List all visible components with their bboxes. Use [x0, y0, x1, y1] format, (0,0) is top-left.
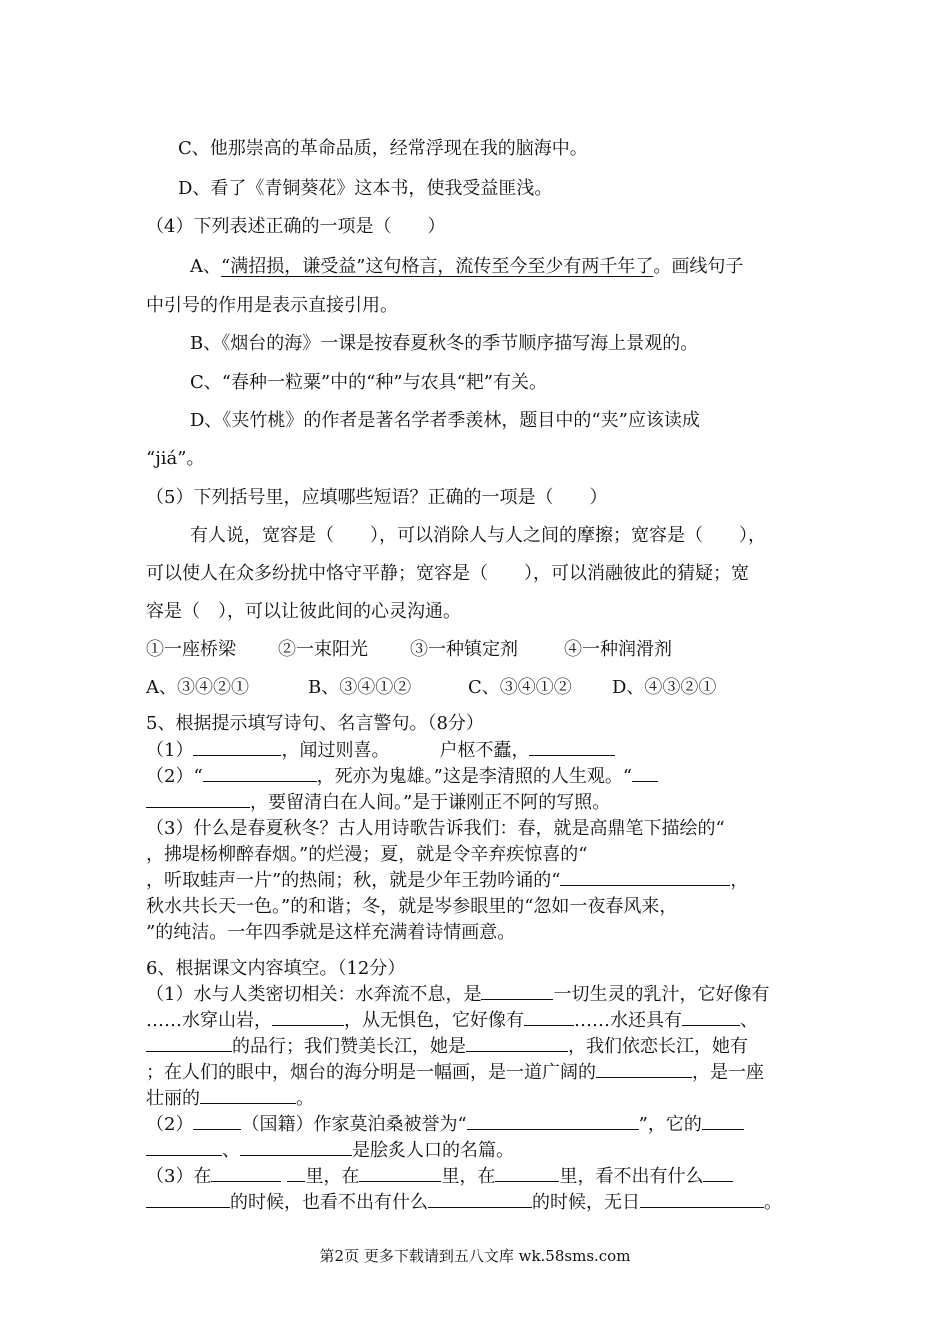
blank	[466, 1037, 568, 1052]
s5-line-6	[146, 870, 812, 892]
s6-line-4	[146, 1062, 812, 1084]
section-6-heading: 6、根据课文内容填空。（12分）	[146, 958, 406, 979]
s5-line-5: ，拂堤杨柳醉春烟。”的烂漫；夏，就是令辛弃疾惊喜的“	[146, 844, 588, 865]
s6-l2-text-3: ……水还具有	[574, 1010, 682, 1031]
q5-stem: （5）下列括号里，应填哪些短语？正确的一项是（ ）	[146, 487, 608, 508]
blank	[467, 1115, 639, 1130]
s6-l4-text: ；在人们的眼中，烟台的海分明是一幅画，是一道广阔的	[146, 1062, 596, 1083]
s5-l1-label: （1）	[146, 740, 194, 761]
q5-item-4: ④一种润滑剂	[564, 639, 672, 660]
s6-l7-text: 、	[222, 1140, 240, 1161]
s6-l6-label: （2）	[146, 1114, 194, 1135]
blank	[146, 1037, 232, 1052]
s6-line-8	[146, 1166, 812, 1188]
blank	[146, 1141, 222, 1156]
s5-l1-text: ，闻过则喜。	[281, 740, 390, 761]
blank	[272, 1011, 344, 1026]
s5-l6-end: ，	[730, 870, 749, 891]
blank	[193, 741, 281, 756]
s6-l7-text-2: 是脍炙人口的名篇。	[352, 1140, 514, 1161]
q5-answer-d: D、④③②①	[612, 677, 717, 698]
s5-line-4: （3）什么是春夏秋冬？古人用诗歌告诉我们：春，就是高鼎笔下描绘的“	[146, 818, 725, 839]
q5-answer-a: A、③④②①	[146, 677, 249, 698]
q4-option-a-prefix: A、	[190, 256, 221, 277]
blank	[632, 767, 658, 782]
s6-line-3	[146, 1036, 812, 1058]
s6-line-6	[146, 1114, 812, 1136]
s6-line-7	[146, 1140, 812, 1162]
q4-option-d: D、《夹竹桃》的作者是著名学者季羡林，题目中的“夹”应该读成	[190, 410, 700, 431]
s6-l2-text: ……水穿山岩，	[146, 1010, 272, 1031]
s6-l8-label: （3）在	[146, 1166, 212, 1187]
q3-option-c: C、他那崇高的革命品质，经常浮现在我的脑海中。	[178, 138, 588, 159]
s5-l2-label: （2）“	[146, 766, 203, 787]
section-5-heading: 5、根据提示填写诗句、名言警句。（8分）	[146, 713, 484, 734]
blank	[596, 1063, 692, 1078]
q5-paragraph-line-3: 容是（ ），可以让彼此间的心灵沟通。	[146, 601, 461, 622]
q5-item-1: ①一座桥梁	[146, 639, 236, 660]
blank	[495, 1167, 559, 1182]
s6-l1-text-2: 一切生灵的乳汁，它好像有	[553, 984, 770, 1005]
blank	[428, 1193, 532, 1208]
s6-l6-text: （国籍）作家莫泊桑被誉为“	[241, 1114, 467, 1135]
q4-option-c: C、“春种一粒粟”中的“种”与农具“耙”有关。	[190, 372, 547, 393]
s6-l2-text-4: 、	[740, 1010, 758, 1031]
s6-l9-text-3: 。	[764, 1192, 782, 1213]
s5-line-8: ”的纯洁。一年四季就是这样充满着诗情画意。	[146, 922, 516, 943]
q4-option-a	[190, 256, 812, 278]
blank	[481, 985, 553, 1000]
s6-l9-text-2: 的时候，无日	[532, 1192, 640, 1213]
q5-paragraph-line-2: 可以使人在众多纷扰中恪守平静；宽容是（ ），可以消融彼此的猜疑；宽	[146, 563, 749, 584]
blank	[193, 1115, 241, 1130]
q4-option-a-underlined: “满招损，谦受益”这句格言，流传至今至少有两千年了	[221, 256, 654, 277]
s6-l2-text-2: ，从无惧色，它好像有	[344, 1010, 524, 1031]
blank	[203, 767, 317, 782]
s6-l3-text: 的品行；我们赞美长江，她是	[232, 1036, 466, 1057]
s6-line-9	[146, 1192, 812, 1214]
s5-l6-text: ，听取蛙声一片”的热闹；秋，就是少年王勃吟诵的“	[146, 870, 561, 891]
s6-l8-text: 里，在	[305, 1166, 360, 1187]
q4-option-b: B、《烟台的海》一课是按春夏秋冬的季节顺序描写海上景观的。	[190, 333, 699, 354]
s5-line-7: 秋水共长天一色。”的和谐；冬，就是岑参眼里的“忽如一夜春风来，	[146, 896, 678, 917]
blank	[703, 1167, 733, 1182]
blank	[240, 1141, 352, 1156]
blank	[146, 793, 250, 808]
q5-item-3: ③一种镇定剂	[410, 639, 518, 660]
q5-answer-b: B、③④①②	[308, 677, 412, 698]
q4-option-a-continued: 中引号的作用是表示直接引用。	[146, 295, 398, 316]
q4-stem: （4）下列表述正确的一项是（ ）	[146, 216, 446, 237]
s6-l5-text: 壮丽的	[146, 1088, 200, 1109]
page-footer: 第2页 更多下载请到五八文库 wk.58sms.com	[319, 1247, 631, 1265]
q3-option-d: D、看了《青铜葵花》这本书，使我受益匪浅。	[178, 178, 553, 199]
blank	[682, 1011, 740, 1026]
s6-l8-text-3: 里，看不出有什么	[559, 1166, 704, 1187]
s6-l1-text: （1）水与人类密切相关：水奔流不息，是	[146, 984, 482, 1005]
s5-line-3	[146, 792, 812, 814]
s6-line-5	[146, 1088, 812, 1110]
s5-line-2	[146, 766, 812, 788]
s6-line-2	[146, 1010, 812, 1032]
blank	[524, 1011, 574, 1026]
s5-line-1	[146, 740, 812, 762]
s6-l5-text-2: 。	[296, 1088, 314, 1109]
s6-l6-text-2: ”，它的	[638, 1114, 702, 1135]
q5-paragraph-line-1: 有人说，宽容是（ ），可以消除人与人之间的摩擦；宽容是（ ），	[190, 525, 766, 546]
blank	[529, 741, 615, 756]
s6-l9-text: 的时候，也看不出有什么	[230, 1192, 428, 1213]
blank	[287, 1167, 305, 1182]
s6-l3-text-2: ，我们依恋长江，她有	[568, 1036, 748, 1057]
s5-l3-text: ，要留清白在人间。”是于谦刚正不阿的写照。	[250, 792, 611, 813]
blank	[640, 1193, 764, 1208]
q4-option-d-continued: “jiá”。	[146, 448, 205, 469]
blank	[146, 1193, 230, 1208]
s5-l1-text-2: 户枢不蠹，	[439, 740, 530, 761]
s6-l8-text-2: 里，在	[441, 1166, 496, 1187]
q5-answer-c: C、③④①②	[468, 677, 572, 698]
q5-item-2: ②一束阳光	[278, 639, 368, 660]
s6-line-1	[146, 984, 812, 1006]
s5-l2-text: ，死亦为鬼雄。”这是李清照的人生观。“	[316, 766, 633, 787]
blank	[359, 1167, 441, 1182]
blank	[211, 1167, 281, 1182]
blank	[560, 871, 730, 886]
blank	[702, 1115, 744, 1130]
blank	[200, 1089, 296, 1104]
s6-l4-text-2: ，是一座	[692, 1062, 764, 1083]
q4-option-a-suffix: 。画线句子	[653, 256, 744, 277]
